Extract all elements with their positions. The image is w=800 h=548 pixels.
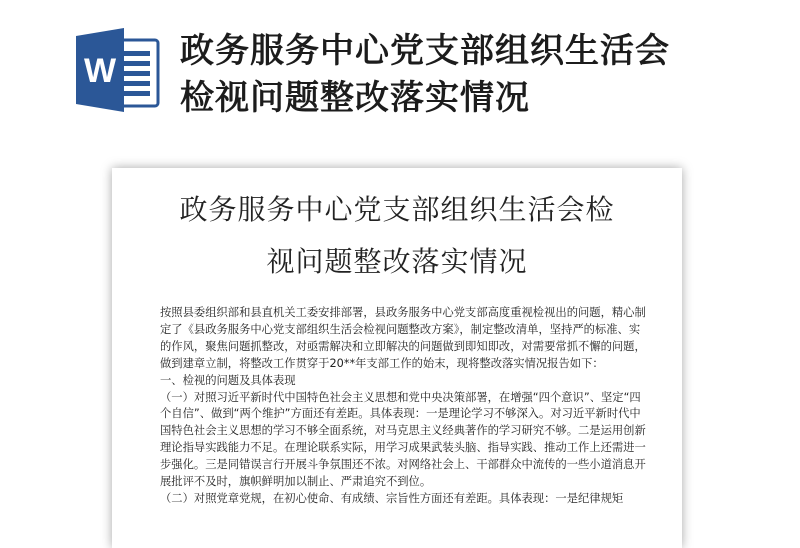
paragraph-item-1: （一）对照习近平新时代中国特色社会主义思想和党中央决策部署，在增强“四个意识”、坚定“四个自信”、做到“两个维护”方面还有差距。具体表现：一是理论学习不够深入。对习近平新时代中国特色社会主义思想的学习不够全面系统，对马克思主义经典著作的学习研究不够。二是运用创新理论指导实践能力不足。在理论联系实际，用学习成果武装头脑、指导实践、推动工作上还需进一步强化。三是同错误言行开展斗争氛围还不浓。对网络社会上、干部群众中流传的一些小道消息开展批评不及时，旗帜鲜明加以制止、严肃追究不到位。 (160, 390, 646, 489)
word-document-icon (72, 24, 164, 116)
paragraph-item-2: （二）对照党章党规，在初心使命、有成绩、宗旨性方面还有差距。具体表现：一是纪律规矩 (160, 491, 624, 505)
document-page-preview (112, 168, 682, 548)
header (0, 0, 800, 140)
page-title-line-2: 视问题整改落实情况 (266, 245, 528, 278)
paragraph-intro: 按照县委组织部和县直机关工委安排部署，县政务服务中心党支部高度重视检视出的问题，精心制定了《县政务服务中心党支部组织生活会检视问题整改方案》，制定整改清单，坚持严的标准、实的作风，聚焦问题抓整改，对亟需解决和立即解决的问题做到即知即改，对需要常抓不懈的问题，做到建章立制，将整改工作贯穿于20**年支部工作的始末，现将整改落实情况报告如下： (160, 306, 646, 370)
page-title-line-1: 政务服务中心党支部组织生活会检 (179, 193, 615, 226)
document-title-line-1: 政务服务中心党支部组织生活会 (180, 31, 670, 71)
section-heading: 一、检视的问题及具体表现 (160, 373, 296, 387)
document-title-line-2: 检视问题整改落实情况 (180, 78, 530, 118)
page-title (112, 184, 682, 288)
word-icon-letter: W (83, 52, 117, 90)
page-body (160, 305, 648, 508)
document-title (180, 28, 780, 122)
